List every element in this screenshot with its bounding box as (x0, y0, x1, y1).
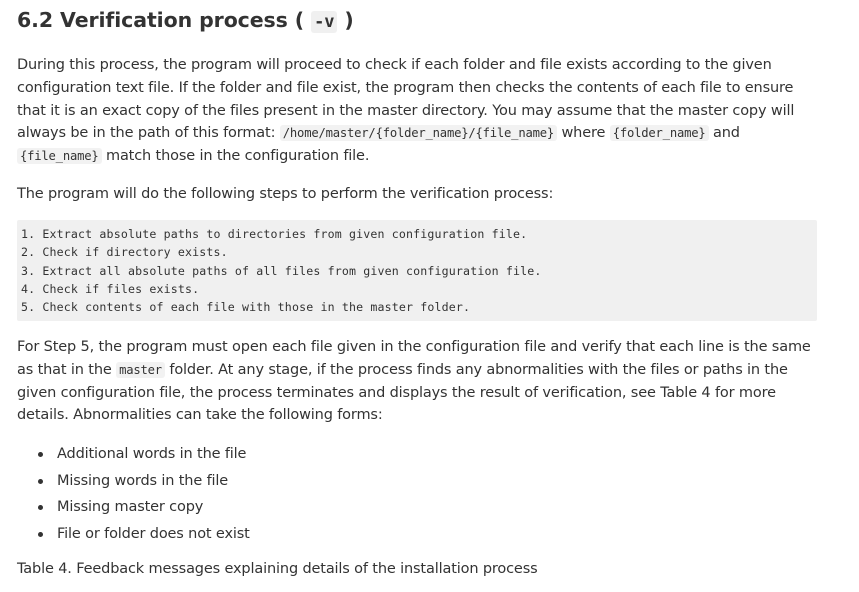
bullet-icon (38, 532, 43, 537)
step5-text-b: folder. At any stage, if the process finds any abnormalities with the files or paths in the given configuration file, the process terminates and displays the result of verification, see Table 4 for more details. Abnormalities can take the following forms: (17, 361, 788, 424)
abnormalities-list (17, 441, 250, 547)
list-item-text: Missing words in the file (57, 472, 229, 489)
code-line: 5. Check contents of each file with those in the master folder. (21, 300, 471, 315)
bullet-icon (38, 452, 43, 457)
list-item-text: Additional words in the file (57, 446, 247, 462)
master-code: master (116, 362, 165, 378)
bullet-icon (38, 505, 43, 510)
intro-text-b: where (557, 125, 610, 142)
list-item (17, 521, 250, 548)
list-item-text: File or folder does not exist (57, 525, 250, 542)
list-item (17, 494, 250, 521)
bullet-icon (38, 479, 43, 484)
step5-paragraph (17, 336, 817, 427)
flag-code: -v (311, 11, 337, 33)
section-title-close: ) (344, 8, 354, 32)
steps-intro-paragraph: The program will do the following steps to perform the verification process: (17, 186, 554, 202)
code-line: 4. Check if files exists. (21, 281, 200, 296)
table-caption: Table 4. Feedback messages explaining details of the installation process (17, 561, 538, 577)
code-line: 1. Extract absolute paths to directories from given configuration file. (21, 227, 528, 241)
step5-text-a: For Step 5, the program must open each file given in the configuration file and verify that each line is the same as that in the (17, 339, 811, 378)
list-item (17, 468, 250, 495)
intro-text-c: and (708, 125, 740, 142)
section-heading (17, 8, 354, 32)
code-line: 2. Check if directory exists. (21, 245, 228, 260)
section-title: 6.2 Verification process ( (17, 8, 305, 32)
intro-text-d: match those in the configuration file. (101, 148, 370, 165)
folder-name-code: {folder_name} (610, 125, 709, 141)
intro-text-a: During this process, the program will proceed to check if each folder and file exists according to the given configuration text file. If the folder and file exist, the program then checks the contents of each file to ensure that it is an exact copy of the files present in the master directory. You may assume that the master copy will always be in the path of this format: (17, 57, 795, 142)
file-name-code: {file_name} (17, 148, 102, 164)
steps-code-block (17, 220, 817, 321)
intro-paragraph (17, 54, 817, 168)
list-item-text: Missing master copy (57, 499, 204, 515)
path-format-code: /home/master/{folder_name}/{file_name} (280, 125, 557, 141)
list-item (17, 441, 250, 468)
code-line: 3. Extract all absolute paths of all files from given configuration file. (21, 263, 542, 278)
